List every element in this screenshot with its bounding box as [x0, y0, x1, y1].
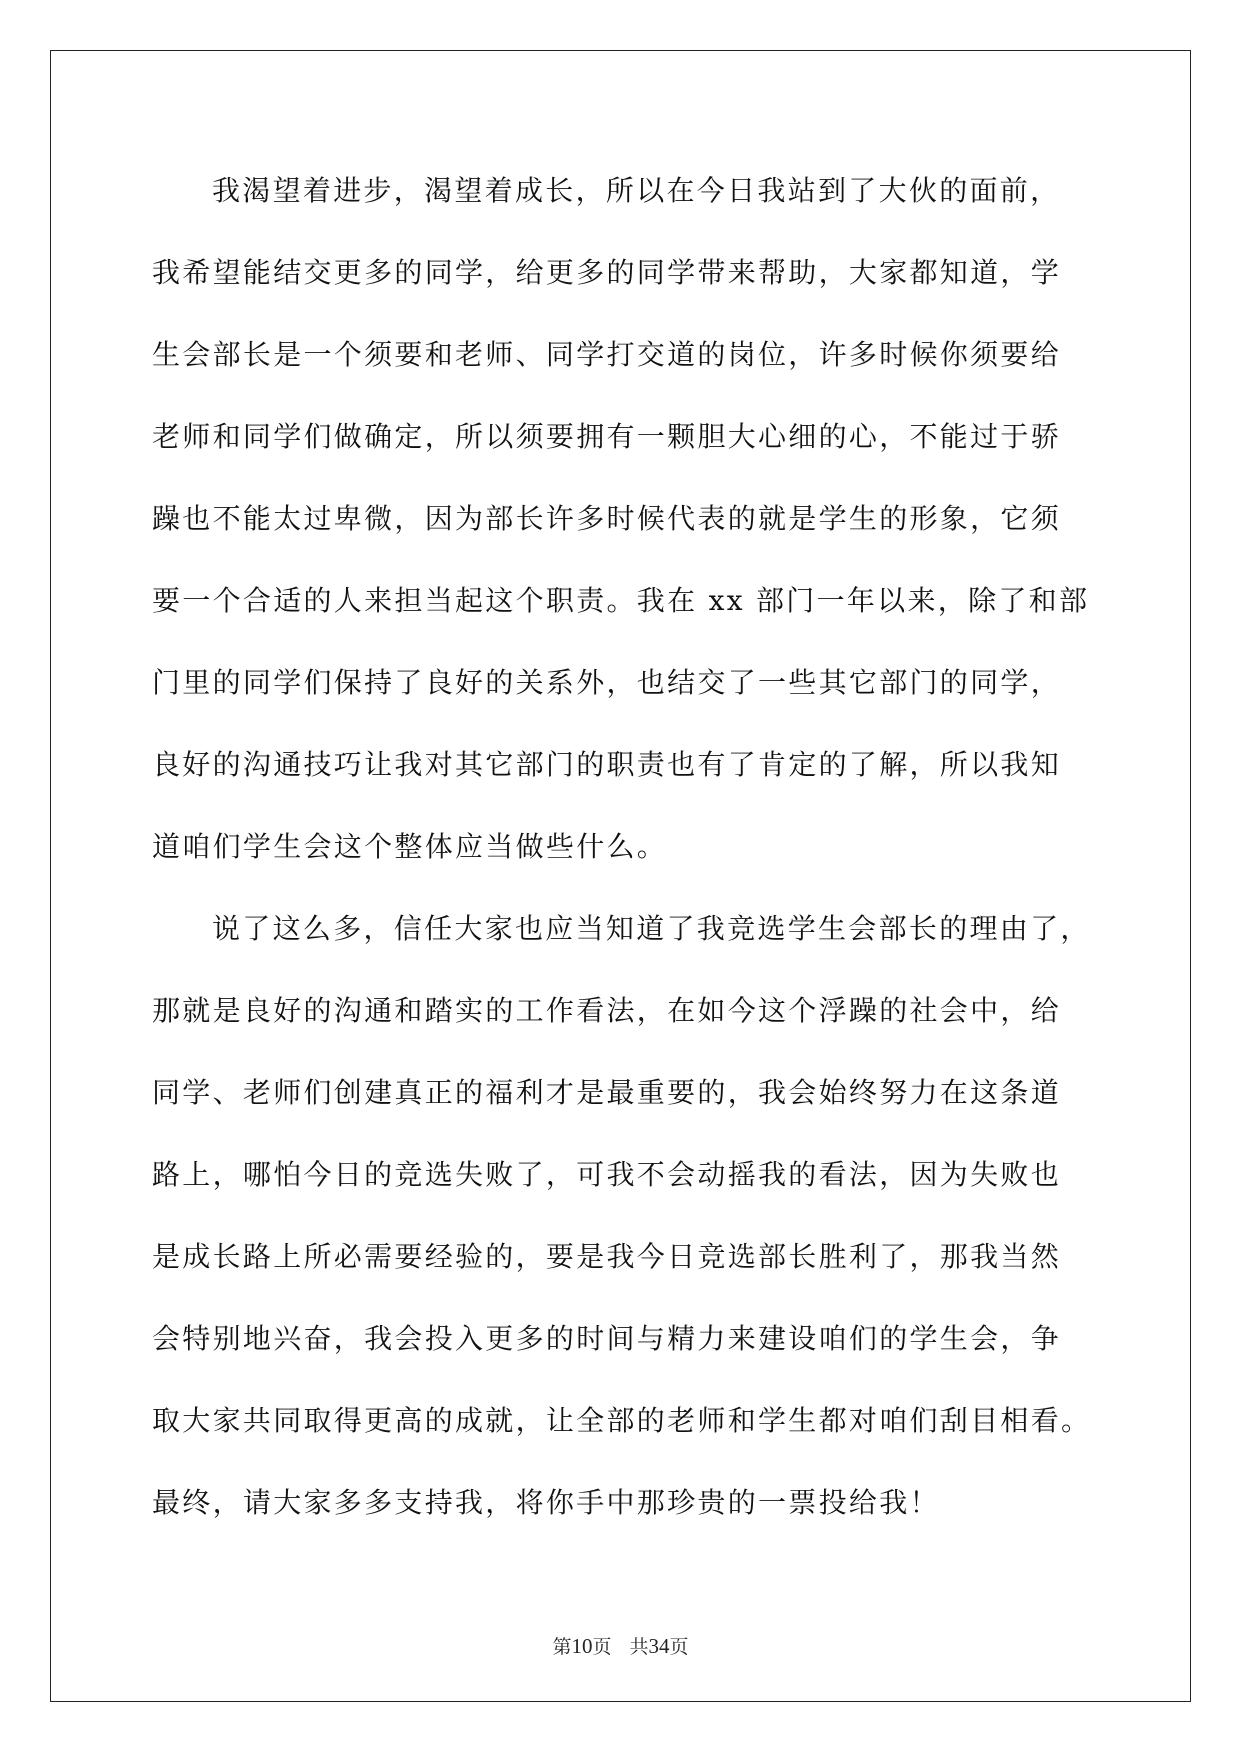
- paragraph-line: 生会部长是一个须要和老师、同学打交道的岗位，许多时候你须要给: [152, 338, 1062, 371]
- paragraph-line: 最终，请大家多多支持我，将你手中那珍贵的一票投给我！: [152, 1486, 940, 1519]
- page-number-label: [552, 1636, 611, 1658]
- paragraph-line: 要一个合适的人来担当起这个职责。我在 xx 部门一年以来，除了和部: [152, 584, 1090, 617]
- page-suffix: 页: [592, 1636, 612, 1658]
- page-prefix: 第: [552, 1636, 572, 1658]
- paragraph-line: 说了这么多，信任大家也应当知道了我竞选学生会部长的理由了，: [212, 912, 1091, 945]
- page-footer: [0, 1632, 1241, 1659]
- paragraph-line: 路上，哪怕今日的竞选失败了，可我不会动摇我的看法，因为失败也: [152, 1158, 1062, 1191]
- total-suffix: 页: [669, 1636, 689, 1658]
- paragraph-line: 道咱们学生会这个整体应当做些什么。: [152, 830, 668, 863]
- document-body: [152, 158, 1092, 1552]
- paragraph-line: 门里的同学们保持了良好的关系外，也结交了一些其它部门的同学，: [152, 666, 1062, 699]
- paragraph-line: 我渴望着进步，渴望着成长，所以在今日我站到了大伙的面前，: [212, 174, 1061, 207]
- paragraph-line: 是成长路上所必需要经验的，要是我今日竞选部长胜利了，那我当然: [152, 1240, 1062, 1273]
- paragraph-line: 躁也不能太过卑微，因为部长许多时候代表的就是学生的形象，它须: [152, 502, 1062, 535]
- page-total-label: [630, 1636, 689, 1658]
- paragraph-line: 取大家共同取得更高的成就，让全部的老师和学生都对咱们刮目相看。: [152, 1404, 1092, 1437]
- total-page-number: 34: [648, 1634, 670, 1658]
- paragraph-line: 良好的沟通技巧让我对其它部门的职责也有了肯定的了解，所以我知: [152, 748, 1062, 781]
- paragraph-line: 会特别地兴奋，我会投入更多的时间与精力来建设咱们的学生会，争: [152, 1322, 1062, 1355]
- paragraph-line: 那就是良好的沟通和踏实的工作看法，在如今这个浮躁的社会中，给: [152, 994, 1062, 1027]
- paragraph-line: 老师和同学们做确定，所以须要拥有一颗胆大心细的心，不能过于骄: [152, 420, 1062, 453]
- paragraph-line: 我希望能结交更多的同学，给更多的同学带来帮助，大家都知道，学: [152, 256, 1062, 289]
- total-prefix: 共: [629, 1636, 649, 1658]
- paragraph-line: 同学、老师们创建真正的福利才是最重要的，我会始终努力在这条道: [152, 1076, 1062, 1109]
- current-page-number: 10: [571, 1634, 593, 1658]
